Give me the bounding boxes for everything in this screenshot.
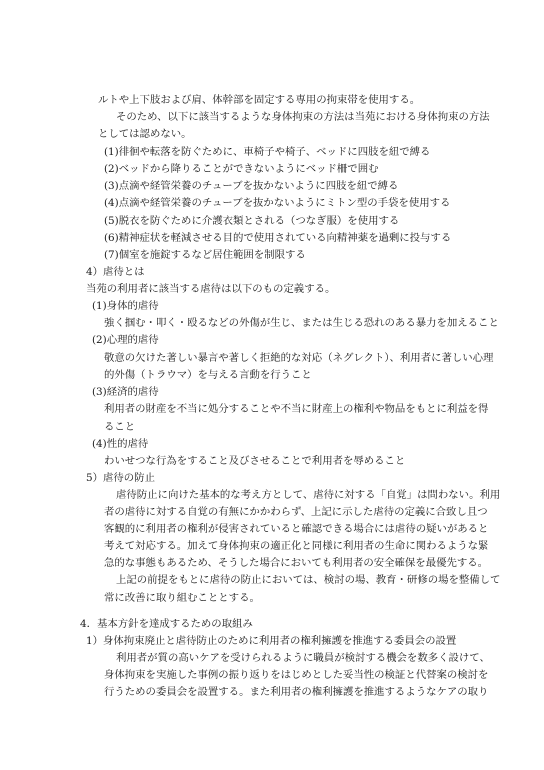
sexual-abuse-title: (4)性的虐待 [92, 437, 149, 450]
restraint-item-5: (5)脱衣を防ぐために介護衣類とされる（つなぎ服）を使用する [104, 214, 400, 227]
restraint-item-7: (7)個室を施錠するなど居住範囲を制限する [104, 248, 306, 261]
prevention-para1-line-2: 者の虐待に対する自覚の有無にかかわらず、上記に示した虐待の定義に合致し且つ [104, 506, 488, 518]
prevention-para2-line-2: 常に改善に取り組むこととする。 [104, 591, 260, 604]
restraint-item-2: (2)ベッドから降りることができないようにベッド柵で囲む [104, 163, 379, 176]
committee-para-line-2: 身体拘束を実施した事例の振り返りをはじめとした妥当性の検証と代替案の検討を [104, 668, 489, 681]
sexual-abuse-text: わいせつな行為をすること及びさせることで利用者を辱めること [104, 454, 406, 467]
committee-para-line-3: 行うための委員会を設置する。また利用者の権利擁護を推進するようなケアの取り [104, 686, 489, 698]
initiatives-heading: 4．基本方針を達成するための取組み [80, 617, 253, 630]
psych-abuse-text-2: 的外傷（トラウマ）を与える言動を行うこと [104, 369, 312, 382]
psych-abuse-title: (2)心理的虐待 [92, 334, 159, 347]
physical-abuse-text: 強く掴む・叩く・殴るなどの外傷が生じ、または生じる恐れのある暴力を加えること [104, 317, 499, 330]
prevention-para1-line-5: 急的な事態もあるため、そうした場合においても利用者の安全確保を最優先する。 [104, 557, 489, 570]
committee-para-line-1: 利用者が質の高いケアを受けられるように職員が検討する機会を数多く設けて、 [116, 651, 490, 664]
prevention-para2-line-1: 上記の前提をもとに虐待の防止においては、検討の場、教育・研修の場を整備して [116, 574, 501, 587]
restraint-item-3: (3)点滴や経管栄養のチューブを抜かないように四肢を紐で縛る [104, 180, 399, 193]
econ-abuse-text-2: ること [104, 420, 136, 433]
physical-abuse-title: (1)身体的虐待 [92, 300, 159, 312]
abuse-heading: 4）虐待とは [86, 265, 145, 278]
abuse-intro: 当苑の利用者に該当する虐待は以下のもの定義する。 [86, 282, 336, 295]
prevention-para1-line-3: 客観的に利用者の権利が侵害されていると確認できる場合には虐待の疑いがあると [104, 523, 489, 536]
econ-abuse-text-1: 利用者の財産を不当に処分することや不当に財産上の権利や物品をもとに利益を得 [104, 403, 489, 416]
prevention-para1-line-1: 虐待防止に向けた基本的な考え方として、虐待に対する「自覚」は問わない。利用 [116, 488, 501, 501]
prevention-heading: 5）虐待の防止 [86, 471, 155, 484]
psych-abuse-text-1: 敬意の欠けた著しい暴言や著しく拒絶的な対応（ネグレクト）、利用者に著しい心理 [104, 352, 494, 365]
restraint-intro-line-1: ルトや上下肢および肩、体幹部を固定する専用の拘束帯を使用する。 [98, 94, 421, 106]
restraint-item-1: (1)徘徊や転落を防ぐために、車椅子や椅子、ベッドに四肢を紐で縛る [104, 146, 431, 159]
restraint-intro-line-3: としては認めない。 [98, 128, 192, 141]
restraint-item-6: (6)精神症状を軽減させる目的で使用されている向精神薬を過剰に投与する [104, 231, 452, 244]
prevention-para1-line-4: 考えて対応する。加えて身体拘束の適正化と同様に利用者の生命に関わるような緊 [104, 540, 489, 553]
restraint-intro-line-2: そのため、以下に該当するような身体拘束の方法は当苑における身体拘束の方法 [116, 111, 490, 124]
econ-abuse-title: (3)経済的虐待 [92, 386, 159, 399]
committee-subheading: 1）身体拘束廃止と虐待防止のために利用者の権利擁護を推進する委員会の設置 [86, 634, 457, 647]
restraint-item-4: (4)点滴や経管栄養のチューブを抜かないようにミトン型の手袋を使用する [104, 197, 451, 210]
